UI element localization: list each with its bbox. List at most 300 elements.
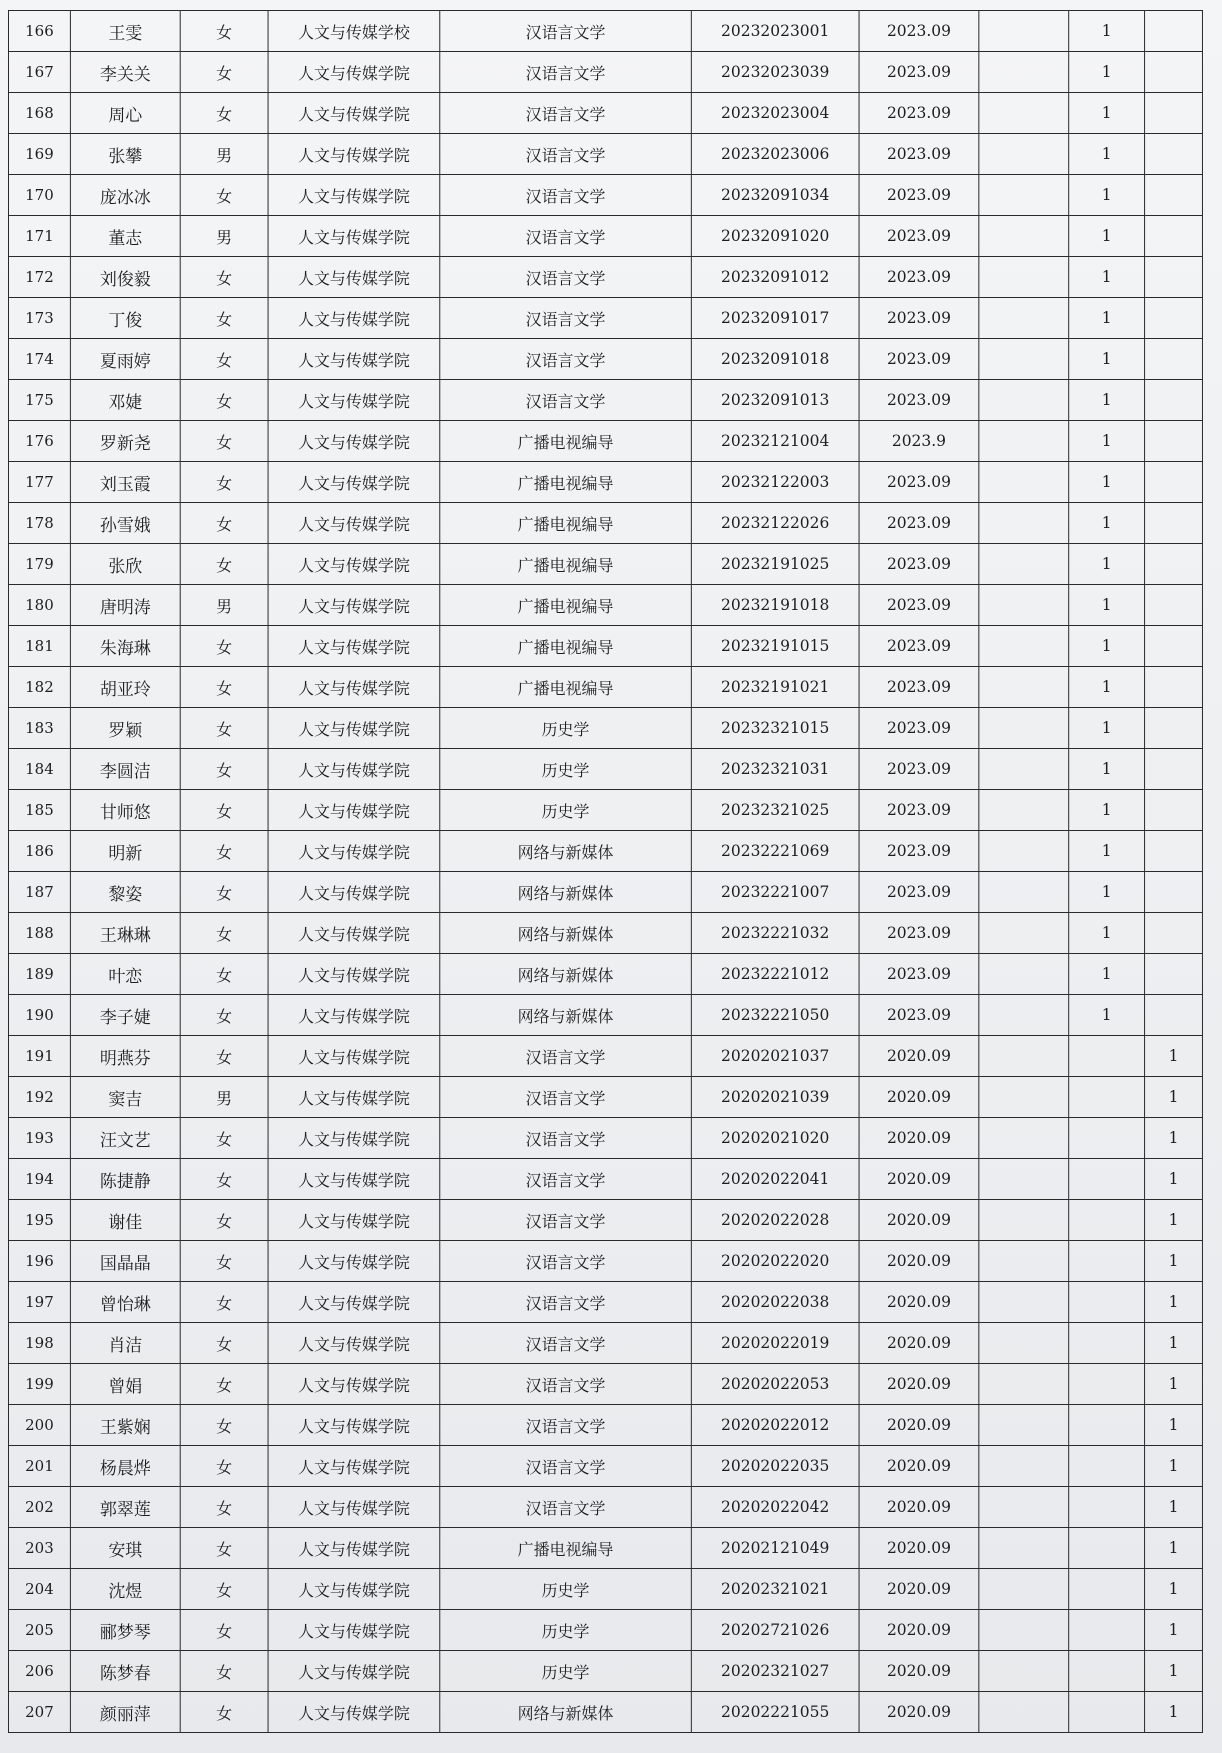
enroll-date-cell: 2023.09 bbox=[859, 339, 979, 380]
count-column-b-cell bbox=[1145, 134, 1203, 175]
major-cell: 汉语言文学 bbox=[440, 1036, 692, 1077]
table-row bbox=[8, 749, 1202, 790]
count-column-b-cell: 1 bbox=[1145, 1610, 1203, 1651]
enroll-date-cell: 2020.09 bbox=[859, 1487, 979, 1528]
count-column-a-cell bbox=[1069, 1036, 1145, 1077]
table-row bbox=[8, 1692, 1202, 1733]
student-id-cell: 20232191025 bbox=[691, 544, 859, 585]
gender-cell: 男 bbox=[180, 1077, 268, 1118]
college-cell: 人文与传媒学院 bbox=[268, 216, 440, 257]
blank-column-cell bbox=[979, 339, 1069, 380]
major-cell: 汉语言文学 bbox=[440, 1446, 692, 1487]
count-column-a-cell: 1 bbox=[1069, 462, 1145, 503]
gender-cell: 女 bbox=[180, 257, 268, 298]
college-cell: 人文与传媒学院 bbox=[268, 1487, 440, 1528]
major-cell: 广播电视编导 bbox=[440, 1528, 692, 1569]
gender-cell: 女 bbox=[180, 93, 268, 134]
major-cell: 汉语言文学 bbox=[440, 1200, 692, 1241]
row-number-cell: 185 bbox=[8, 790, 70, 831]
blank-column-cell bbox=[979, 954, 1069, 995]
name-cell: 唐明涛 bbox=[70, 585, 180, 626]
blank-column-cell bbox=[979, 1159, 1069, 1200]
college-cell: 人文与传媒学院 bbox=[268, 749, 440, 790]
blank-column-cell bbox=[979, 749, 1069, 790]
college-cell: 人文与传媒学院 bbox=[268, 421, 440, 462]
name-cell: 窦吉 bbox=[70, 1077, 180, 1118]
enroll-date-cell: 2020.09 bbox=[859, 1528, 979, 1569]
count-column-b-cell bbox=[1145, 585, 1203, 626]
college-cell: 人文与传媒学院 bbox=[268, 1446, 440, 1487]
count-column-a-cell: 1 bbox=[1069, 954, 1145, 995]
count-column-a-cell: 1 bbox=[1069, 339, 1145, 380]
enroll-date-cell: 2020.09 bbox=[859, 1446, 979, 1487]
major-cell: 汉语言文学 bbox=[440, 1487, 692, 1528]
student-id-cell: 20232023039 bbox=[691, 52, 859, 93]
count-column-b-cell: 1 bbox=[1145, 1569, 1203, 1610]
count-column-b-cell bbox=[1145, 298, 1203, 339]
enroll-date-cell: 2023.09 bbox=[859, 585, 979, 626]
count-column-a-cell: 1 bbox=[1069, 995, 1145, 1036]
row-number-cell: 175 bbox=[8, 380, 70, 421]
row-number-cell: 183 bbox=[8, 708, 70, 749]
blank-column-cell bbox=[979, 626, 1069, 667]
name-cell: 黎姿 bbox=[70, 872, 180, 913]
college-cell: 人文与传媒学院 bbox=[268, 134, 440, 175]
count-column-a-cell: 1 bbox=[1069, 790, 1145, 831]
count-column-b-cell: 1 bbox=[1145, 1528, 1203, 1569]
row-number-cell: 181 bbox=[8, 626, 70, 667]
college-cell: 人文与传媒学院 bbox=[268, 790, 440, 831]
name-cell: 明新 bbox=[70, 831, 180, 872]
enroll-date-cell: 2023.09 bbox=[859, 995, 979, 1036]
name-cell: 安琪 bbox=[70, 1528, 180, 1569]
count-column-a-cell: 1 bbox=[1069, 626, 1145, 667]
gender-cell: 女 bbox=[180, 52, 268, 93]
row-number-cell: 170 bbox=[8, 175, 70, 216]
count-column-a-cell bbox=[1069, 1077, 1145, 1118]
enroll-date-cell: 2020.09 bbox=[859, 1610, 979, 1651]
college-cell: 人文与传媒学院 bbox=[268, 1241, 440, 1282]
table-row bbox=[8, 421, 1202, 462]
row-number-cell: 195 bbox=[8, 1200, 70, 1241]
student-id-cell: 20202022035 bbox=[691, 1446, 859, 1487]
major-cell: 汉语言文学 bbox=[440, 339, 692, 380]
count-column-b-cell bbox=[1145, 995, 1203, 1036]
enroll-date-cell: 2023.09 bbox=[859, 175, 979, 216]
enroll-date-cell: 2020.09 bbox=[859, 1036, 979, 1077]
table-row bbox=[8, 708, 1202, 749]
major-cell: 汉语言文学 bbox=[440, 1364, 692, 1405]
blank-column-cell bbox=[979, 11, 1069, 52]
row-number-cell: 200 bbox=[8, 1405, 70, 1446]
college-cell: 人文与传媒学院 bbox=[268, 872, 440, 913]
row-number-cell: 206 bbox=[8, 1651, 70, 1692]
enroll-date-cell: 2023.09 bbox=[859, 257, 979, 298]
college-cell: 人文与传媒学院 bbox=[268, 585, 440, 626]
name-cell: 李子婕 bbox=[70, 995, 180, 1036]
major-cell: 网络与新媒体 bbox=[440, 995, 692, 1036]
gender-cell: 男 bbox=[180, 134, 268, 175]
college-cell: 人文与传媒学院 bbox=[268, 298, 440, 339]
enroll-date-cell: 2020.09 bbox=[859, 1118, 979, 1159]
major-cell: 汉语言文学 bbox=[440, 216, 692, 257]
blank-column-cell bbox=[979, 175, 1069, 216]
college-cell: 人文与传媒学校 bbox=[268, 11, 440, 52]
table-row bbox=[8, 1159, 1202, 1200]
major-cell: 汉语言文学 bbox=[440, 1241, 692, 1282]
count-column-a-cell: 1 bbox=[1069, 52, 1145, 93]
student-id-cell: 20232221032 bbox=[691, 913, 859, 954]
row-number-cell: 172 bbox=[8, 257, 70, 298]
gender-cell: 女 bbox=[180, 11, 268, 52]
blank-column-cell bbox=[979, 544, 1069, 585]
blank-column-cell bbox=[979, 52, 1069, 93]
college-cell: 人文与传媒学院 bbox=[268, 1282, 440, 1323]
table-row bbox=[8, 93, 1202, 134]
student-table bbox=[8, 10, 1203, 1733]
table-row bbox=[8, 1200, 1202, 1241]
major-cell: 汉语言文学 bbox=[440, 134, 692, 175]
student-id-cell: 20232091013 bbox=[691, 380, 859, 421]
count-column-b-cell bbox=[1145, 380, 1203, 421]
name-cell: 李圆洁 bbox=[70, 749, 180, 790]
enroll-date-cell: 2023.09 bbox=[859, 11, 979, 52]
student-id-cell: 20202021037 bbox=[691, 1036, 859, 1077]
gender-cell: 女 bbox=[180, 1323, 268, 1364]
enroll-date-cell: 2020.09 bbox=[859, 1200, 979, 1241]
table-row bbox=[8, 175, 1202, 216]
student-id-cell: 20202021039 bbox=[691, 1077, 859, 1118]
count-column-a-cell: 1 bbox=[1069, 913, 1145, 954]
row-number-cell: 171 bbox=[8, 216, 70, 257]
row-number-cell: 167 bbox=[8, 52, 70, 93]
major-cell: 网络与新媒体 bbox=[440, 1692, 692, 1733]
enroll-date-cell: 2020.09 bbox=[859, 1323, 979, 1364]
count-column-a-cell bbox=[1069, 1241, 1145, 1282]
row-number-cell: 169 bbox=[8, 134, 70, 175]
count-column-a-cell bbox=[1069, 1159, 1145, 1200]
table-row bbox=[8, 1282, 1202, 1323]
name-cell: 王雯 bbox=[70, 11, 180, 52]
major-cell: 历史学 bbox=[440, 708, 692, 749]
college-cell: 人文与传媒学院 bbox=[268, 667, 440, 708]
student-id-cell: 20232122003 bbox=[691, 462, 859, 503]
student-id-cell: 20232091018 bbox=[691, 339, 859, 380]
count-column-a-cell bbox=[1069, 1405, 1145, 1446]
row-number-cell: 205 bbox=[8, 1610, 70, 1651]
count-column-b-cell: 1 bbox=[1145, 1118, 1203, 1159]
table-row bbox=[8, 1487, 1202, 1528]
student-id-cell: 20232221007 bbox=[691, 872, 859, 913]
college-cell: 人文与传媒学院 bbox=[268, 995, 440, 1036]
student-id-cell: 20202721026 bbox=[691, 1610, 859, 1651]
student-id-cell: 20202021020 bbox=[691, 1118, 859, 1159]
enroll-date-cell: 2023.09 bbox=[859, 380, 979, 421]
table-row bbox=[8, 339, 1202, 380]
enroll-date-cell: 2020.09 bbox=[859, 1692, 979, 1733]
row-number-cell: 204 bbox=[8, 1569, 70, 1610]
table-row bbox=[8, 1036, 1202, 1077]
student-id-cell: 20202321027 bbox=[691, 1651, 859, 1692]
gender-cell: 女 bbox=[180, 1692, 268, 1733]
gender-cell: 女 bbox=[180, 1118, 268, 1159]
college-cell: 人文与传媒学院 bbox=[268, 1651, 440, 1692]
student-id-cell: 20232091017 bbox=[691, 298, 859, 339]
blank-column-cell bbox=[979, 872, 1069, 913]
name-cell: 罗新尧 bbox=[70, 421, 180, 462]
student-id-cell: 20202022020 bbox=[691, 1241, 859, 1282]
row-number-cell: 178 bbox=[8, 503, 70, 544]
gender-cell: 女 bbox=[180, 503, 268, 544]
major-cell: 网络与新媒体 bbox=[440, 872, 692, 913]
row-number-cell: 197 bbox=[8, 1282, 70, 1323]
count-column-a-cell bbox=[1069, 1446, 1145, 1487]
table-body bbox=[8, 11, 1202, 1733]
blank-column-cell bbox=[979, 790, 1069, 831]
college-cell: 人文与传媒学院 bbox=[268, 1528, 440, 1569]
table-row bbox=[8, 626, 1202, 667]
gender-cell: 女 bbox=[180, 1610, 268, 1651]
row-number-cell: 173 bbox=[8, 298, 70, 339]
count-column-a-cell: 1 bbox=[1069, 11, 1145, 52]
count-column-b-cell: 1 bbox=[1145, 1487, 1203, 1528]
major-cell: 广播电视编导 bbox=[440, 421, 692, 462]
student-id-cell: 20202022053 bbox=[691, 1364, 859, 1405]
table-row bbox=[8, 1405, 1202, 1446]
name-cell: 曾娟 bbox=[70, 1364, 180, 1405]
count-column-b-cell bbox=[1145, 544, 1203, 585]
name-cell: 庞冰冰 bbox=[70, 175, 180, 216]
blank-column-cell bbox=[979, 93, 1069, 134]
table-row bbox=[8, 1446, 1202, 1487]
table-row bbox=[8, 1364, 1202, 1405]
gender-cell: 女 bbox=[180, 462, 268, 503]
name-cell: 孙雪娥 bbox=[70, 503, 180, 544]
count-column-b-cell: 1 bbox=[1145, 1364, 1203, 1405]
count-column-b-cell bbox=[1145, 175, 1203, 216]
row-number-cell: 186 bbox=[8, 831, 70, 872]
blank-column-cell bbox=[979, 462, 1069, 503]
college-cell: 人文与传媒学院 bbox=[268, 93, 440, 134]
table-row bbox=[8, 1569, 1202, 1610]
blank-column-cell bbox=[979, 667, 1069, 708]
student-id-cell: 20202022012 bbox=[691, 1405, 859, 1446]
gender-cell: 女 bbox=[180, 1364, 268, 1405]
row-number-cell: 192 bbox=[8, 1077, 70, 1118]
table-row bbox=[8, 995, 1202, 1036]
name-cell: 明燕芬 bbox=[70, 1036, 180, 1077]
blank-column-cell bbox=[979, 585, 1069, 626]
major-cell: 广播电视编导 bbox=[440, 462, 692, 503]
count-column-b-cell bbox=[1145, 339, 1203, 380]
enroll-date-cell: 2023.09 bbox=[859, 462, 979, 503]
count-column-b-cell: 1 bbox=[1145, 1405, 1203, 1446]
count-column-a-cell bbox=[1069, 1118, 1145, 1159]
name-cell: 颜丽萍 bbox=[70, 1692, 180, 1733]
student-id-cell: 20202022041 bbox=[691, 1159, 859, 1200]
name-cell: 叶恋 bbox=[70, 954, 180, 995]
student-id-cell: 20202022038 bbox=[691, 1282, 859, 1323]
enroll-date-cell: 2020.09 bbox=[859, 1077, 979, 1118]
count-column-a-cell: 1 bbox=[1069, 216, 1145, 257]
count-column-a-cell: 1 bbox=[1069, 667, 1145, 708]
count-column-a-cell: 1 bbox=[1069, 708, 1145, 749]
college-cell: 人文与传媒学院 bbox=[268, 1159, 440, 1200]
gender-cell: 男 bbox=[180, 216, 268, 257]
row-number-cell: 188 bbox=[8, 913, 70, 954]
name-cell: 罗颖 bbox=[70, 708, 180, 749]
gender-cell: 女 bbox=[180, 1282, 268, 1323]
count-column-a-cell bbox=[1069, 1610, 1145, 1651]
gender-cell: 女 bbox=[180, 626, 268, 667]
row-number-cell: 190 bbox=[8, 995, 70, 1036]
enroll-date-cell: 2023.09 bbox=[859, 503, 979, 544]
college-cell: 人文与传媒学院 bbox=[268, 1364, 440, 1405]
count-column-a-cell bbox=[1069, 1569, 1145, 1610]
gender-cell: 女 bbox=[180, 831, 268, 872]
table-row bbox=[8, 831, 1202, 872]
student-table-sheet bbox=[8, 10, 1202, 1733]
count-column-b-cell bbox=[1145, 93, 1203, 134]
count-column-a-cell: 1 bbox=[1069, 749, 1145, 790]
count-column-a-cell bbox=[1069, 1200, 1145, 1241]
gender-cell: 女 bbox=[180, 1446, 268, 1487]
gender-cell: 女 bbox=[180, 1200, 268, 1241]
major-cell: 历史学 bbox=[440, 1610, 692, 1651]
name-cell: 陈捷静 bbox=[70, 1159, 180, 1200]
blank-column-cell bbox=[979, 1487, 1069, 1528]
count-column-b-cell bbox=[1145, 421, 1203, 462]
college-cell: 人文与传媒学院 bbox=[268, 1610, 440, 1651]
count-column-a-cell: 1 bbox=[1069, 134, 1145, 175]
count-column-b-cell bbox=[1145, 831, 1203, 872]
blank-column-cell bbox=[979, 1528, 1069, 1569]
count-column-b-cell: 1 bbox=[1145, 1651, 1203, 1692]
major-cell: 汉语言文学 bbox=[440, 175, 692, 216]
name-cell: 肖洁 bbox=[70, 1323, 180, 1364]
row-number-cell: 199 bbox=[8, 1364, 70, 1405]
gender-cell: 女 bbox=[180, 790, 268, 831]
count-column-b-cell: 1 bbox=[1145, 1692, 1203, 1733]
count-column-b-cell: 1 bbox=[1145, 1446, 1203, 1487]
count-column-a-cell bbox=[1069, 1487, 1145, 1528]
count-column-b-cell bbox=[1145, 216, 1203, 257]
major-cell: 历史学 bbox=[440, 1569, 692, 1610]
table-row bbox=[8, 257, 1202, 298]
table-row bbox=[8, 1323, 1202, 1364]
blank-column-cell bbox=[979, 257, 1069, 298]
row-number-cell: 176 bbox=[8, 421, 70, 462]
name-cell: 国晶晶 bbox=[70, 1241, 180, 1282]
major-cell: 汉语言文学 bbox=[440, 1077, 692, 1118]
college-cell: 人文与传媒学院 bbox=[268, 52, 440, 93]
count-column-b-cell bbox=[1145, 462, 1203, 503]
college-cell: 人文与传媒学院 bbox=[268, 1323, 440, 1364]
row-number-cell: 166 bbox=[8, 11, 70, 52]
gender-cell: 女 bbox=[180, 995, 268, 1036]
row-number-cell: 207 bbox=[8, 1692, 70, 1733]
table-row bbox=[8, 462, 1202, 503]
count-column-b-cell bbox=[1145, 667, 1203, 708]
name-cell: 刘俊毅 bbox=[70, 257, 180, 298]
college-cell: 人文与传媒学院 bbox=[268, 175, 440, 216]
college-cell: 人文与传媒学院 bbox=[268, 831, 440, 872]
count-column-a-cell: 1 bbox=[1069, 257, 1145, 298]
gender-cell: 女 bbox=[180, 913, 268, 954]
blank-column-cell bbox=[979, 1364, 1069, 1405]
table-row bbox=[8, 216, 1202, 257]
row-number-cell: 168 bbox=[8, 93, 70, 134]
college-cell: 人文与传媒学院 bbox=[268, 257, 440, 298]
enroll-date-cell: 2020.09 bbox=[859, 1159, 979, 1200]
name-cell: 丁俊 bbox=[70, 298, 180, 339]
major-cell: 历史学 bbox=[440, 1651, 692, 1692]
blank-column-cell bbox=[979, 1446, 1069, 1487]
student-id-cell: 20232191021 bbox=[691, 667, 859, 708]
enroll-date-cell: 2023.09 bbox=[859, 790, 979, 831]
student-id-cell: 20202121049 bbox=[691, 1528, 859, 1569]
blank-column-cell bbox=[979, 1692, 1069, 1733]
count-column-a-cell: 1 bbox=[1069, 585, 1145, 626]
gender-cell: 女 bbox=[180, 175, 268, 216]
row-number-cell: 187 bbox=[8, 872, 70, 913]
enroll-date-cell: 2020.09 bbox=[859, 1569, 979, 1610]
table-row bbox=[8, 52, 1202, 93]
table-row bbox=[8, 134, 1202, 175]
enroll-date-cell: 2023.09 bbox=[859, 872, 979, 913]
blank-column-cell bbox=[979, 1077, 1069, 1118]
blank-column-cell bbox=[979, 1610, 1069, 1651]
table-row bbox=[8, 544, 1202, 585]
major-cell: 汉语言文学 bbox=[440, 52, 692, 93]
row-number-cell: 184 bbox=[8, 749, 70, 790]
major-cell: 汉语言文学 bbox=[440, 1159, 692, 1200]
name-cell: 胡亚玲 bbox=[70, 667, 180, 708]
row-number-cell: 191 bbox=[8, 1036, 70, 1077]
row-number-cell: 198 bbox=[8, 1323, 70, 1364]
count-column-a-cell bbox=[1069, 1364, 1145, 1405]
gender-cell: 男 bbox=[180, 585, 268, 626]
enroll-date-cell: 2023.09 bbox=[859, 954, 979, 995]
gender-cell: 女 bbox=[180, 1036, 268, 1077]
count-column-a-cell: 1 bbox=[1069, 298, 1145, 339]
student-id-cell: 20232023006 bbox=[691, 134, 859, 175]
count-column-a-cell bbox=[1069, 1692, 1145, 1733]
blank-column-cell bbox=[979, 995, 1069, 1036]
count-column-a-cell bbox=[1069, 1282, 1145, 1323]
table-row bbox=[8, 872, 1202, 913]
name-cell: 曾怡琳 bbox=[70, 1282, 180, 1323]
count-column-b-cell: 1 bbox=[1145, 1077, 1203, 1118]
count-column-a-cell: 1 bbox=[1069, 175, 1145, 216]
college-cell: 人文与传媒学院 bbox=[268, 626, 440, 667]
enroll-date-cell: 2023.09 bbox=[859, 749, 979, 790]
count-column-b-cell: 1 bbox=[1145, 1282, 1203, 1323]
gender-cell: 女 bbox=[180, 339, 268, 380]
gender-cell: 女 bbox=[180, 298, 268, 339]
student-id-cell: 20232023004 bbox=[691, 93, 859, 134]
blank-column-cell bbox=[979, 380, 1069, 421]
blank-column-cell bbox=[979, 831, 1069, 872]
table-row bbox=[8, 667, 1202, 708]
count-column-b-cell bbox=[1145, 503, 1203, 544]
table-row bbox=[8, 11, 1202, 52]
enroll-date-cell: 2023.09 bbox=[859, 544, 979, 585]
count-column-b-cell bbox=[1145, 954, 1203, 995]
count-column-b-cell bbox=[1145, 52, 1203, 93]
gender-cell: 女 bbox=[180, 380, 268, 421]
blank-column-cell bbox=[979, 134, 1069, 175]
